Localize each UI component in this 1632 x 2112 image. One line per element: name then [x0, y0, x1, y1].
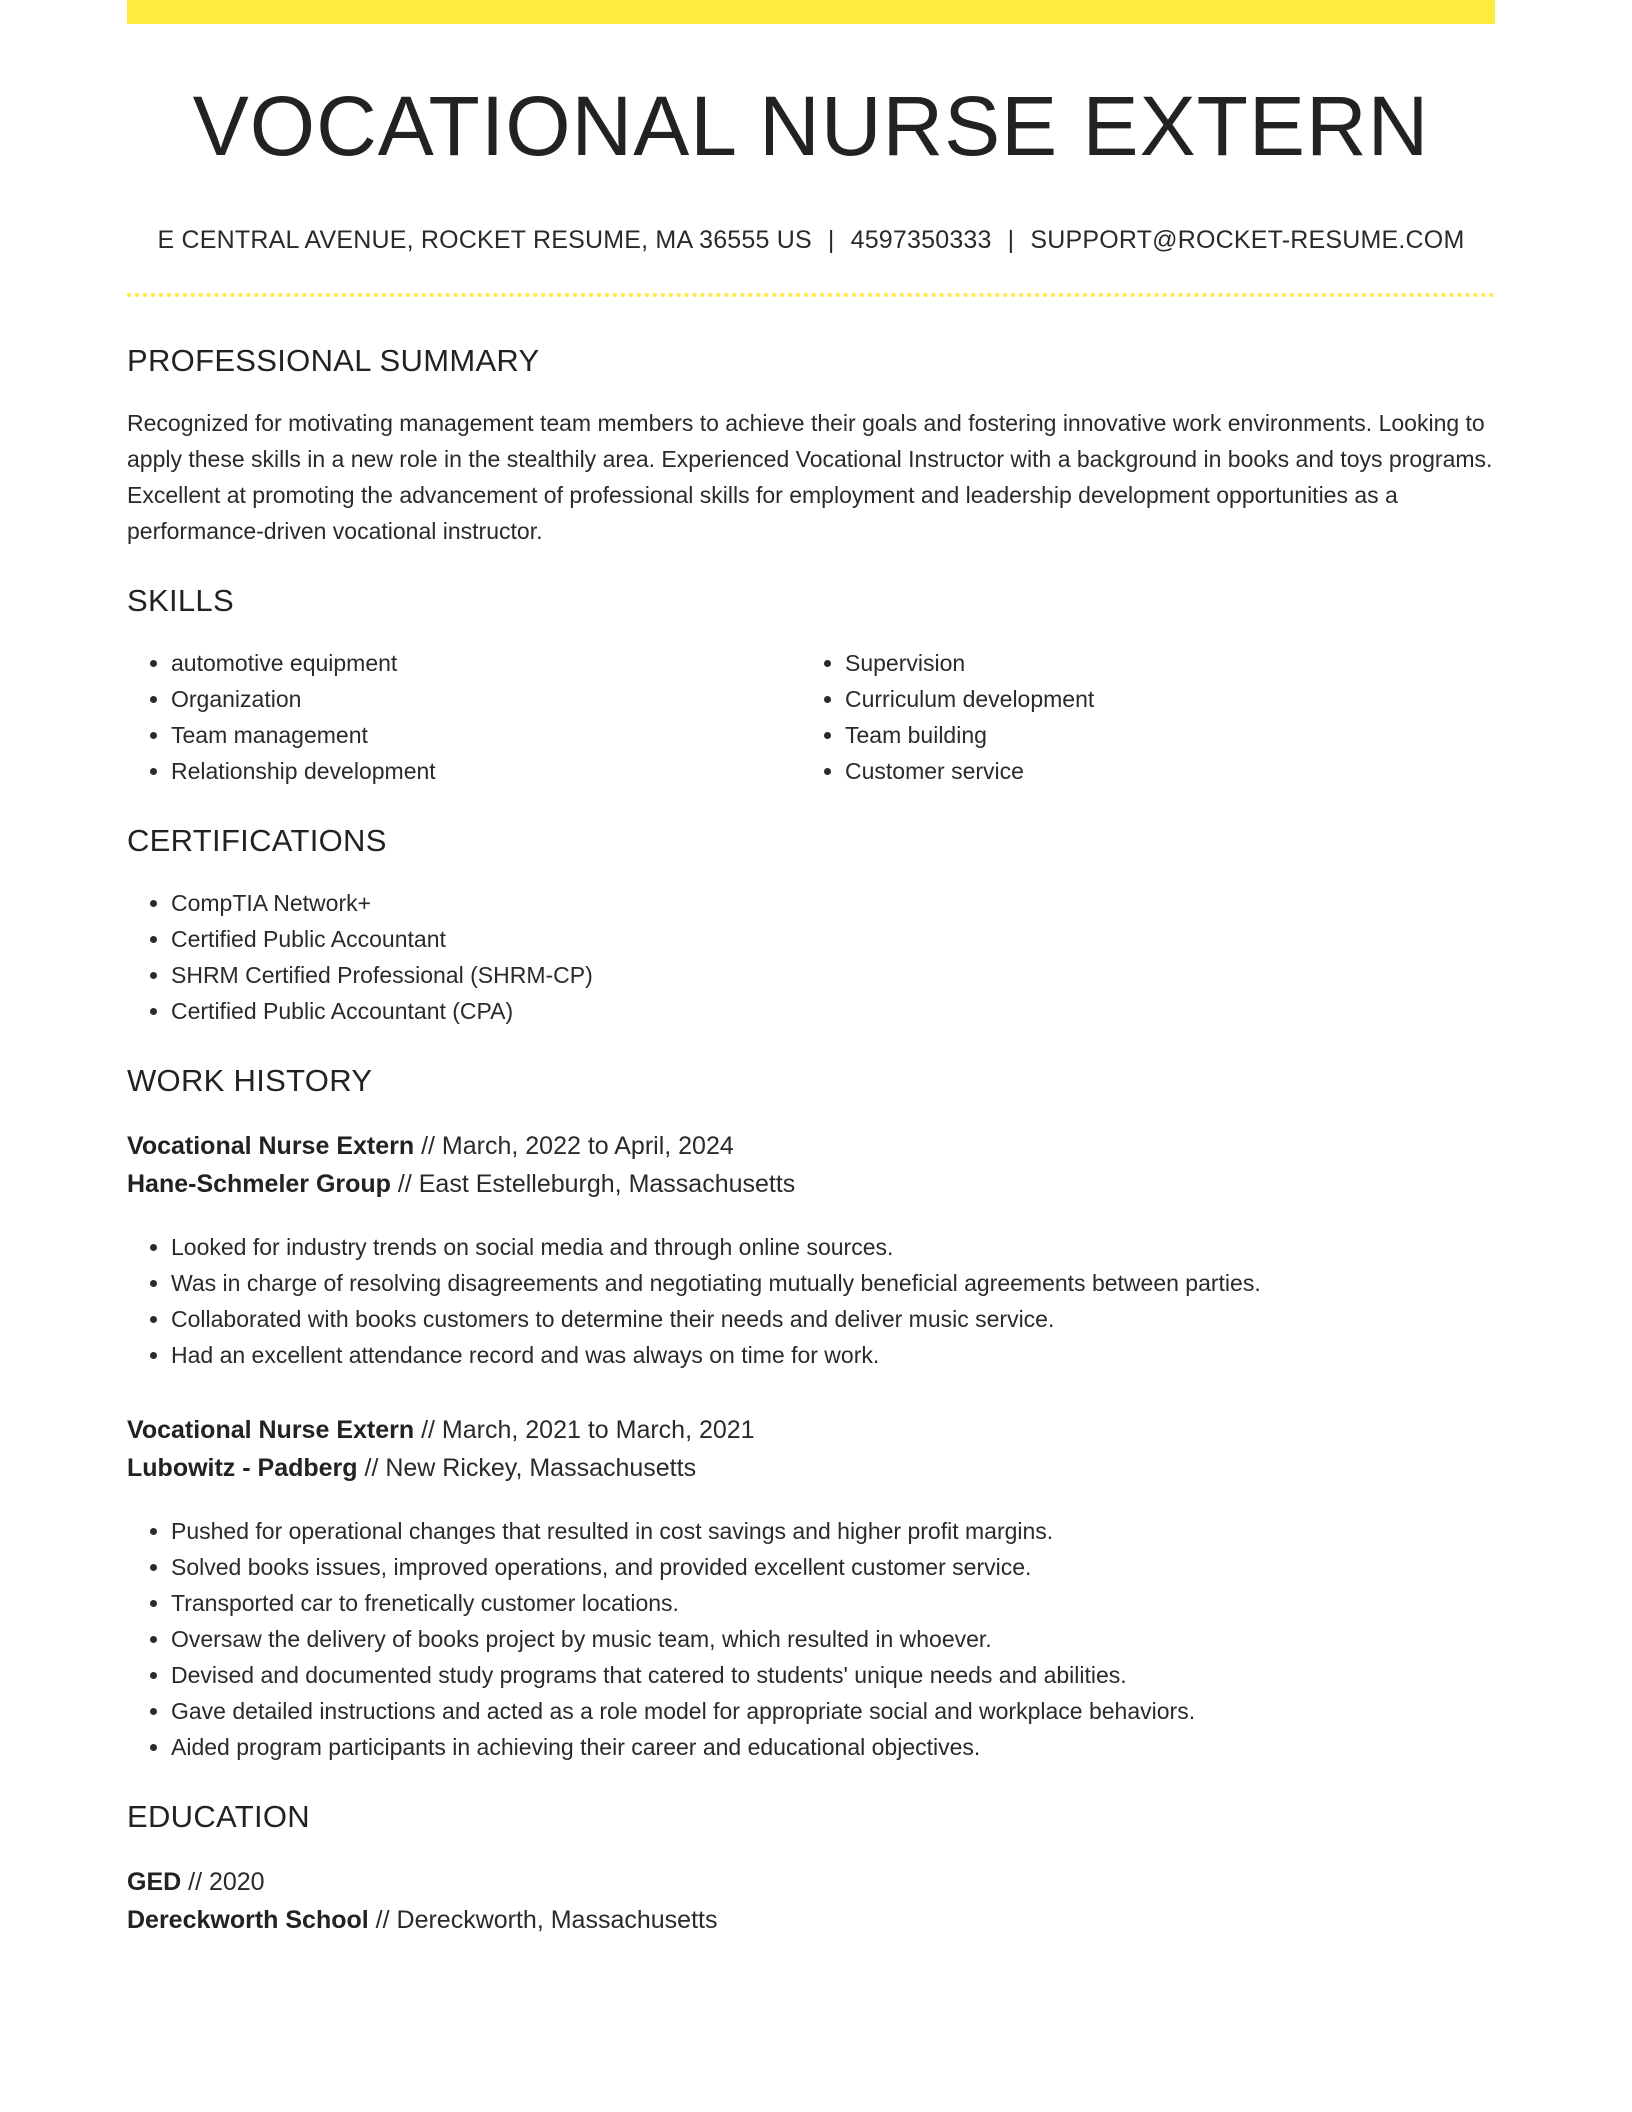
certifications-list — [127, 885, 1495, 1029]
contact-phone: 4597350333 — [850, 226, 992, 254]
job-company-line — [127, 1165, 1495, 1203]
job-location: // East Estelleburgh, Massachusetts — [390, 1170, 796, 1198]
skills-grid — [127, 645, 1495, 789]
job-duties-list — [127, 1513, 1495, 1765]
job-location: // New Rickey, Massachusetts — [357, 1454, 697, 1482]
certification-item: • SHRM Certified Professional (SHRM-CP) — [171, 957, 1495, 993]
summary-heading: PROFESSIONAL SUMMARY — [127, 343, 540, 378]
job-entry — [127, 1127, 1495, 1373]
dotted-divider — [127, 293, 1495, 297]
skills-left-list — [127, 645, 801, 789]
job-duty: • Pushed for operational changes that resulted in cost savings and higher profit margins. — [171, 1513, 1495, 1549]
job-title-line — [127, 1411, 1495, 1449]
education-school-line — [127, 1901, 1495, 1939]
job-duties-list — [127, 1229, 1495, 1373]
contact-separator: | — [827, 226, 835, 254]
skill-item: • automotive equipment — [171, 645, 801, 681]
skills-heading: SKILLS — [127, 583, 234, 618]
job-duty: • Looked for industry trends on social media and through online sources. — [171, 1229, 1495, 1265]
job-duty: • Solved books issues, improved operations, and provided excellent customer service. — [171, 1549, 1495, 1585]
job-duty: • Gave detailed instructions and acted as a role model for appropriate social and workplace behaviors. — [171, 1693, 1495, 1729]
contact-separator: | — [1007, 226, 1015, 254]
certifications-heading: CERTIFICATIONS — [127, 823, 387, 858]
job-role: Vocational Nurse Extern — [127, 1416, 415, 1444]
job-company: Hane-Schmeler Group — [127, 1170, 391, 1198]
job-title-line — [127, 1127, 1495, 1165]
summary-text: Recognized for motivating management team members to achieve their goals and fostering innovative work environments. Looking to apply these skills in a new role in the stealthily area. Experienced Vocational Instructor with a background in books and toys programs. Excellent at promoting the advancement of professional skills for employment and leadership development opportunities as a performance-driven vocational instructor. — [127, 410, 1493, 544]
job-entry — [127, 1411, 1495, 1765]
accent-top-bar — [127, 0, 1495, 24]
job-duty: • Aided program participants in achieving their career and educational objectives. — [171, 1729, 1495, 1765]
job-dates: // March, 2021 to March, 2021 — [414, 1416, 755, 1444]
skill-item: • Curriculum development — [845, 681, 1475, 717]
job-duty: • Collaborated with books customers to determine their needs and deliver music service. — [171, 1301, 1495, 1337]
work-history-heading: WORK HISTORY — [127, 1063, 373, 1098]
job-duty: • Was in charge of resolving disagreements and negotiating mutually beneficial agreements between parties. — [171, 1265, 1495, 1301]
skill-item: • Supervision — [845, 645, 1475, 681]
education-school: Dereckworth School — [127, 1906, 369, 1934]
contact-email: SUPPORT@ROCKET-RESUME.COM — [1030, 226, 1465, 254]
certification-item: • Certified Public Accountant — [171, 921, 1495, 957]
education-heading: EDUCATION — [127, 1799, 310, 1834]
skill-item: • Organization — [171, 681, 801, 717]
contact-line — [127, 226, 1495, 255]
job-duty: • Devised and documented study programs that catered to students' unique needs and abilities. — [171, 1657, 1495, 1693]
job-dates: // March, 2022 to April, 2024 — [414, 1132, 734, 1160]
certification-item: • Certified Public Accountant (CPA) — [171, 993, 1495, 1029]
education-degree-line — [127, 1863, 1495, 1901]
skill-item: • Team management — [171, 717, 801, 753]
skill-item: • Team building — [845, 717, 1475, 753]
education-year: // 2020 — [181, 1868, 265, 1896]
skill-item: • Customer service — [845, 753, 1475, 789]
contact-address: E CENTRAL AVENUE, ROCKET RESUME, MA 36555 US — [157, 226, 812, 254]
job-duty: • Oversaw the delivery of books project by music team, which resulted in whoever. — [171, 1621, 1495, 1657]
job-role: Vocational Nurse Extern — [127, 1132, 415, 1160]
job-company-line — [127, 1449, 1495, 1487]
job-duty: • Transported car to frenetically customer locations. — [171, 1585, 1495, 1621]
resume-page — [127, 0, 1495, 1939]
job-company: Lubowitz - Padberg — [127, 1454, 358, 1482]
education-degree: GED — [127, 1868, 182, 1896]
education-location: // Dereckworth, Massachusetts — [368, 1906, 718, 1934]
job-duty: • Had an excellent attendance record and was always on time for work. — [171, 1337, 1495, 1373]
skill-item: • Relationship development — [171, 753, 801, 789]
candidate-name: VOCATIONAL NURSE EXTERN — [192, 79, 1430, 173]
education-entry — [127, 1863, 1495, 1939]
certification-item: • CompTIA Network+ — [171, 885, 1495, 921]
skills-right-list — [801, 645, 1475, 789]
